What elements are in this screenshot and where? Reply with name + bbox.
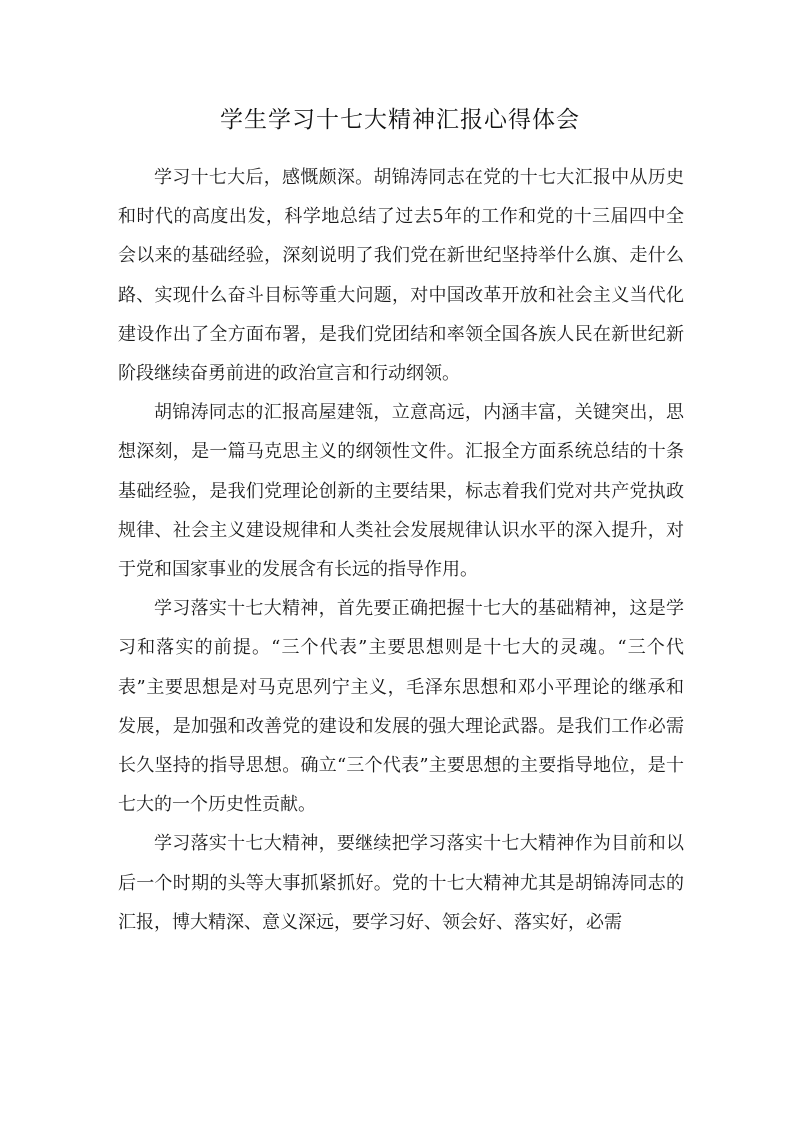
paragraph-1: 学习十七大后，感慨颇深。胡锦涛同志在党的十七大汇报中从历史和时代的高度出发，科学地总结了过去5年的工作和党的十三届四中全会以来的基础经验，深刻说明了我们党在新世纪坚持举什么旗、走什么路、实现什么奋斗目标等重大问题，对中国改革开放和社会主义当代化建设作出了全方面布署，是我们党团结和率领全国各族人民在新世纪新阶段继续奋勇前进的政治宣言和行动纲领。	[118, 167, 684, 385]
paragraph-2: 胡锦涛同志的汇报高屋建瓴，立意高远，内涵丰富，关键突出，思想深刻，是一篇马克思主义的纲领性文件。汇报全方面系统总结的十条基础经验，是我们党理论创新的主要结果，标志着我们党对共产党执政规律、社会主义建设规律和人类社会发展规律认识水平的深入提升，对于党和国家事业的发展含有长远的指导作用。	[118, 402, 684, 581]
paragraph-3: 学习落实十七大精神，首先要正确把握十七大的基础精神，这是学习和落实的前提。“三个代表”主要思想则是十七大的灵魂。“三个代表”主要思想是对马克思列宁主义，毛泽东思想和邓小平理论的继承和发展，是加强和改善党的建设和发展的强大理论武器。是我们工作必需长久坚持的指导思想。确立“三个代表”主要思想的主要指导地位，是十七大的一个历史性贡献。	[118, 598, 684, 816]
document-title: 学生学习十七大精神汇报心得体会	[220, 107, 580, 133]
document-body	[118, 158, 684, 942]
paragraph-4: 学习落实十七大精神，要继续把学习落实十七大精神作为目前和以后一个时期的头等大事抓紧抓好。党的十七大精神尤其是胡锦涛同志的汇报，博大精深、意义深远，要学习好、领会好、落实好，必需	[118, 833, 684, 933]
